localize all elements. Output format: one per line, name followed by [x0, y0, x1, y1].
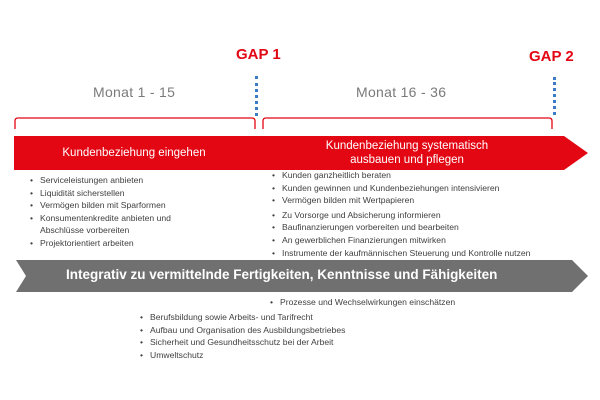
list-item: • Baufinanzierungen vorbereiten und bearbeiten [272, 221, 530, 234]
phase1-bracket [14, 112, 256, 130]
list-item: • Instrumente der kaufmännischen Steuerung und Kontrolle nutzen [272, 247, 530, 260]
gap2-label: GAP 2 [529, 48, 574, 65]
phase2-arrow-title-line1: Kundenbeziehung systematisch [325, 140, 489, 152]
integrative-list-left [140, 311, 345, 361]
list-item: • Aufbau und Organisation des Ausbildungsbetriebes [140, 324, 345, 337]
list-item: • Liquidität sicherstellen [30, 187, 171, 200]
list-item: • Kunden ganzheitlich beraten [272, 169, 530, 182]
phase2-list [272, 169, 530, 259]
phase2-bracket [262, 112, 554, 130]
list-item: • Umweltschutz [140, 349, 345, 362]
list-item: • Berufsbildung sowie Arbeits- und Tarifrecht [140, 311, 345, 324]
phase2-arrow-title [282, 139, 532, 167]
list-item: • Vermögen bilden mit Sparformen [30, 199, 171, 212]
gap1-marker [255, 76, 258, 116]
list-item: • Sicherheit und Gesundheitsschutz bei der Arbeit [140, 336, 345, 349]
list-item: • Zu Vorsorge und Absicherung informieren [272, 209, 530, 222]
phase1-list [30, 174, 171, 250]
list-item-continuation: Abschlüsse vorbereiten [40, 225, 130, 236]
gap1-label: GAP 1 [236, 46, 281, 63]
list-item: • Projektorientiert arbeiten [30, 237, 171, 250]
gap2-marker [553, 77, 556, 115]
list-item: • An gewerblichen Finanzierungen mitwirken [272, 234, 530, 247]
list-item: • Serviceleistungen anbieten [30, 174, 171, 187]
integrative-list-right [270, 296, 455, 309]
phase1-arrow-title: Kundenbeziehung eingehen [62, 147, 206, 159]
phase2-arrow-title-line2: ausbauen und pflegen [350, 154, 464, 166]
phase2-label: Monat 16 - 36 [356, 84, 447, 100]
list-item: • Prozesse und Wechselwirkungen einschätzen [270, 296, 455, 309]
integrative-title: Integrativ zu vermittelnde Fertigkeiten, Kenntnisse und Fähigkeiten [66, 267, 498, 282]
list-item: • Konsumentenkredite anbieten und [30, 212, 171, 225]
list-item: • Vermögen bilden mit Wertpapieren [272, 194, 530, 207]
list-item: • Kunden gewinnen und Kundenbeziehungen intensivieren [272, 182, 530, 195]
phase1-label: Monat 1 - 15 [93, 84, 176, 100]
